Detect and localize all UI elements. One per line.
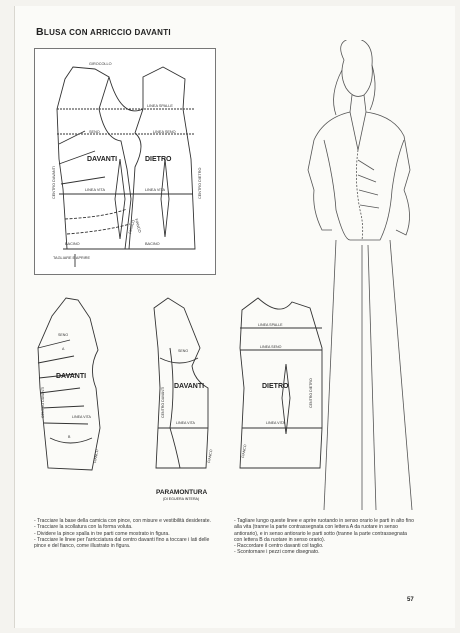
label-linea-spalle-bottom: LINEA SPALLE [258,323,283,327]
label-fianco-right: FIANCO [241,444,248,459]
instruction-3: - Dividere la pince spalla in tre parti come mostrato in figura. [34,530,170,537]
label-fianco-mid: FIANCO [207,449,214,464]
paramontura-subcaption: (DI EGUERA INTERA) [163,497,200,501]
label-dietro-bottom: DIETRO [262,383,289,390]
label-centro-davanti-top: CENTRO DAVANTI [52,166,56,199]
label-linea-vita-right: LINEA VITA [266,421,285,425]
page-number: 57 [407,597,414,603]
label-linea-seno-top: LINEA SENO [153,130,176,134]
instructions-right [234,518,414,556]
label-linea-seno-bottom: LINEA SENO [260,345,282,349]
instruction-4: - Tracciare le linee per l'arricciatura dal centro davanti fino a toccare i lati delle pince e del fianco, come illustrato in figura. [34,536,210,550]
label-fianco-front-top: FIANCO [128,219,136,235]
instructions-left [34,518,214,549]
label-linea-vita-mid: LINEA VITA [176,421,195,425]
label-seno-left: SENO [58,333,69,337]
paramontura-caption: PARAMONTURA [156,489,208,496]
pattern-bottom-drawing [30,288,350,488]
label-a: A [62,347,65,351]
label-centro-dietro-top: CENTRO DIETRO [198,167,202,199]
instruction-1: - Tracciare la base della camicia con pince, con misure e vestibilità desiderate. [34,518,211,524]
label-bacino-back: BACINO [145,242,160,246]
label-bacino-front: BACINO [65,242,80,246]
pattern-top [34,48,216,275]
label-davanti-top: DAVANTI [87,156,118,163]
label-seno-mid: SENO [178,349,189,353]
label-girocollo: GIROCOLLO [89,62,112,66]
label-seno-top: SENO [89,130,100,134]
label-davanti-left: DAVANTI [56,373,87,380]
label-davanti-mid: DAVANTI [174,383,205,390]
label-centro-dietro-bottom: CENTRO DIETRO [309,378,313,408]
label-centro-davanti-mid: CENTRO DAVANTI [161,386,165,418]
label-centro-davanti-left: CENTRO DAVANTI [41,386,45,418]
pattern-top-drawing [35,49,215,274]
instruction-5: - Tagliare lungo queste linee e aprire ruotando in senso orario le parti in alto fino alla vita (tranne la parte contrassegnata con lettera A da ruotare in senso antiorario), e in senso antiorario le parti sotto (tranne la parte contrassegnata con lettera B da ruotare in senso orario). [234,518,414,543]
label-fianco-left: FIANCO [93,449,100,464]
label-linea-vita-back: LINEA VITA [145,188,165,192]
instruction-6: - Raccordare il centro davanti col taglio. [234,543,324,550]
instruction-7: - Scontornare i pezzi come disegnato. [234,549,320,556]
instruction-2: - Tracciare la scollatura con la forma voluta. [34,524,133,531]
page-title: BLUSA CON ARRICCIO DAVANTI [36,26,171,38]
label-fianco-back-top: FIANCO [134,218,142,234]
label-b: B [68,435,71,439]
pattern-bottom [30,288,350,488]
label-linea-vita-left: LINEA VITA [72,415,91,419]
label-linea-spalle-top: LINEA SPALLE [147,104,173,108]
label-dietro-top: DIETRO [145,156,172,163]
label-linea-vita-front: LINEA VITA [85,188,105,192]
label-tagliare: TAGLIARE E APRIRE [53,256,91,260]
